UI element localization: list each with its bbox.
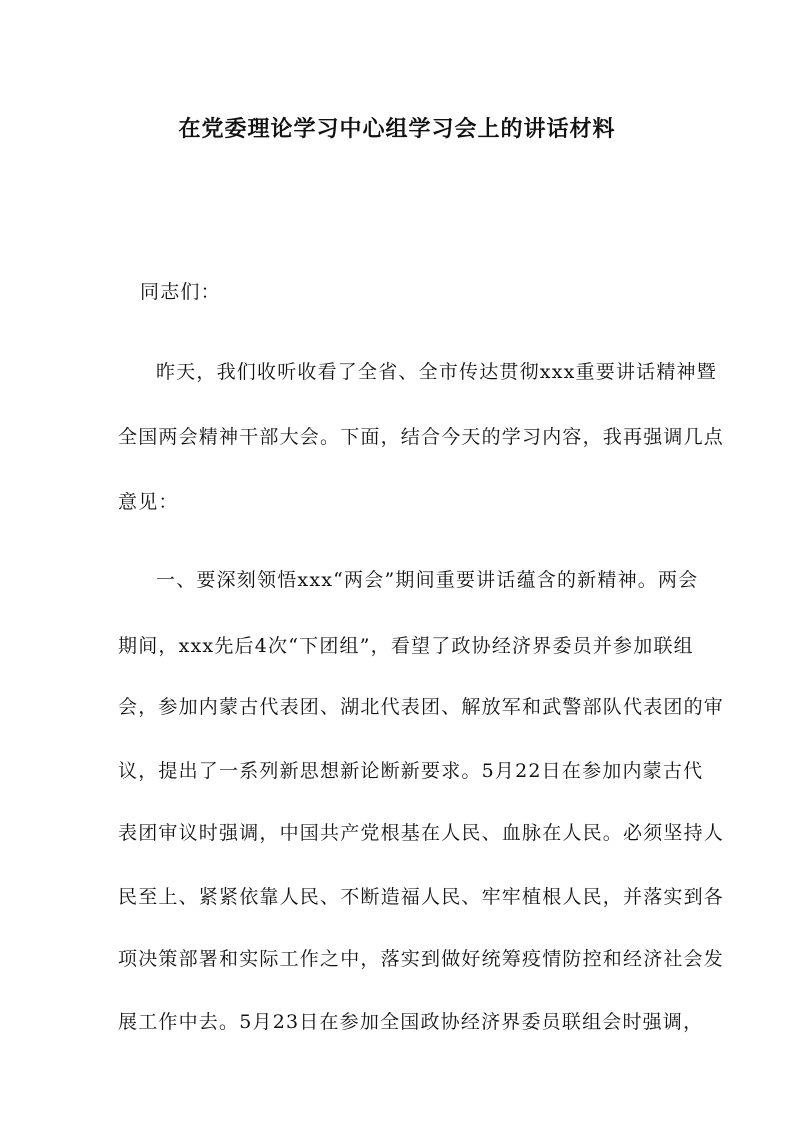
paragraph2-line8: 展工作中去。5月23日在参加全国政协经济界委员联组会时强调，: [118, 1011, 704, 1033]
paragraph1-line2: 全国两会精神干部大会。下面，结合今天的学习内容，我再强调几点: [118, 426, 725, 448]
paragraph1-line3: 意见：: [118, 491, 179, 513]
paragraph2-line6: 民至上、紧紧依靠人民、不断造福人民、牢牢植根人民，并落实到各: [118, 886, 725, 908]
paragraph2-line1: 一、要深刻领悟xxx“两会”期间重要讲话蕴含的新精神。两会: [156, 569, 699, 591]
document-title: 在党委理论学习中心组学习会上的讲话材料: [178, 116, 616, 142]
paragraph2-line2: 期间，xxx先后4次“下团组”，看望了政协经济界委员并参加联组: [118, 635, 694, 657]
salutation: 同志们：: [140, 281, 221, 303]
paragraph2-line5: 表团审议时强调，中国共产党根基在人民、血脉在人民。必须坚持人: [118, 822, 725, 844]
paragraph2-line7: 项决策部署和实际工作之中，落实到做好统筹疫情防控和经济社会发: [118, 948, 725, 970]
paragraph1-line1: 昨天，我们收听收看了全省、全市传达贯彻xxx重要讲话精神暨: [156, 361, 717, 383]
paragraph2-line4: 议，提出了一系列新思想新论断新要求。5月22日在参加内蒙古代: [118, 760, 704, 782]
paragraph2-line3: 会，参加内蒙古代表团、湖北代表团、解放军和武警部队代表团的审: [118, 696, 725, 718]
